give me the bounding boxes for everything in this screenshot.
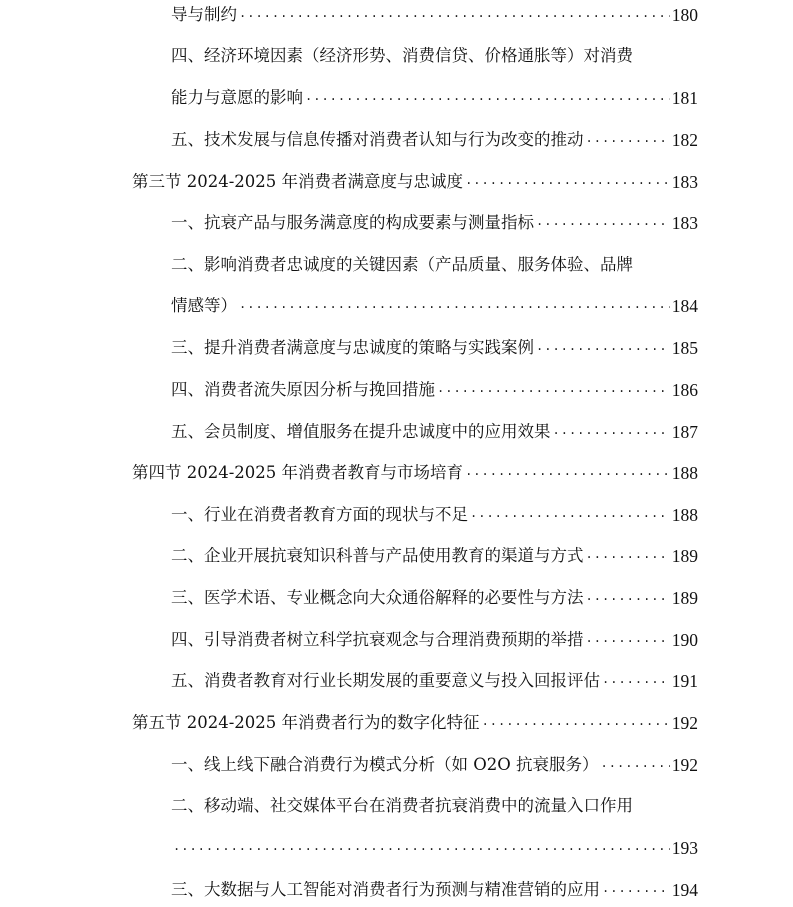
toc-entry[interactable] — [171, 129, 698, 151]
toc-leader-dots — [482, 710, 670, 732]
toc-entry-title: 四、消费者流失原因分析与挽回措施 — [171, 380, 435, 399]
toc-section-entry[interactable] — [132, 712, 698, 734]
toc-entry-page: 181 — [671, 88, 698, 108]
toc-entry-title: 五、技术发展与信息传播对消费者认知与行为改变的推动 — [171, 130, 584, 149]
toc-entry-title: 一、行业在消费者教育方面的现状与不足 — [171, 505, 468, 524]
toc-entry-title[interactable]: 二、影响消费者忠诚度的关键因素（产品质量、服务体验、品牌 — [171, 255, 633, 274]
toc-entry-page: 186 — [671, 380, 698, 400]
toc-entry-page: 183 — [671, 213, 698, 233]
toc-entry-title: 三、大数据与人工智能对消费者行为预测与精准营销的应用 — [171, 880, 600, 899]
toc-leader-dots — [586, 627, 670, 649]
toc-leader-dots — [465, 169, 670, 191]
toc-entry-title: 三、提升消费者满意度与忠诚度的策略与实践案例 — [171, 338, 534, 357]
toc-entry[interactable] — [171, 837, 698, 859]
toc-leader-dots — [536, 210, 670, 232]
toc-leader-dots — [239, 2, 670, 24]
toc-entry[interactable] — [171, 545, 698, 567]
toc-entry-page: 183 — [671, 172, 698, 192]
toc-entry[interactable] — [171, 295, 698, 317]
toc-leader-dots — [602, 668, 670, 690]
toc-leader-dots — [465, 460, 670, 482]
toc-entry[interactable] — [171, 670, 698, 692]
toc-entry[interactable] — [171, 379, 698, 401]
toc-entry-title: 一、线上线下融合消费行为模式分析（如 O2O 抗衰服务） — [171, 755, 599, 774]
toc-entry-title: 情感等） — [171, 296, 237, 315]
toc-entry-title: 四、引导消费者树立科学抗衰观念与合理消费预期的举措 — [171, 630, 584, 649]
toc-entry[interactable] — [171, 87, 698, 109]
toc-entry-page: 180 — [671, 5, 698, 25]
toc-leader-dots — [239, 293, 670, 315]
toc-entry-title: 一、抗衰产品与服务满意度的构成要素与测量指标 — [171, 213, 534, 232]
toc-entry[interactable] — [171, 879, 698, 901]
toc-entry-page: 187 — [671, 422, 698, 442]
toc-entry[interactable] — [171, 504, 698, 526]
toc-entry-title[interactable]: 二、移动端、社交媒体平台在消费者抗衰消费中的流量入口作用 — [171, 796, 633, 815]
toc-leader-dots — [602, 877, 670, 899]
toc-section-entry[interactable] — [132, 171, 698, 193]
toc-entry[interactable] — [171, 587, 698, 609]
toc-entry[interactable] — [171, 629, 698, 651]
toc-entry-page: 189 — [671, 546, 698, 566]
toc-entry-page: 193 — [671, 838, 698, 858]
toc-leader-dots — [553, 419, 670, 441]
toc-entry-page: 184 — [671, 296, 698, 316]
toc-entry-page: 182 — [671, 130, 698, 150]
toc-entry[interactable] — [171, 337, 698, 359]
toc-entry-title: 五、消费者教育对行业长期发展的重要意义与投入回报评估 — [171, 671, 600, 690]
toc-entry[interactable] — [171, 754, 698, 776]
toc-entry-title: 三、医学术语、专业概念向大众通俗解释的必要性与方法 — [171, 588, 584, 607]
toc-section-title: 第四节 2024-2025 年消费者教育与市场培育 — [132, 463, 464, 482]
toc-leader-dots — [173, 835, 670, 857]
toc-entry[interactable] — [171, 421, 698, 443]
toc-leader-dots — [601, 752, 670, 774]
toc-leader-dots — [586, 585, 670, 607]
toc-entry-title: 二、企业开展抗衰知识科普与产品使用教育的渠道与方式 — [171, 546, 584, 565]
toc-entry-page: 185 — [671, 338, 698, 358]
toc-leader-dots — [437, 377, 670, 399]
toc-entry-title: 能力与意愿的影响 — [171, 88, 303, 107]
toc-leader-dots — [470, 502, 670, 524]
toc-leader-dots — [536, 335, 670, 357]
toc-section-title: 第五节 2024-2025 年消费者行为的数字化特征 — [132, 713, 480, 732]
toc-section-title: 第三节 2024-2025 年消费者满意度与忠诚度 — [132, 172, 464, 191]
toc-entry-page: 191 — [671, 671, 698, 691]
toc-leader-dots — [305, 85, 670, 107]
toc-entry-page: 188 — [671, 463, 698, 483]
toc-entry-page: 190 — [671, 630, 698, 650]
toc-entry[interactable] — [171, 212, 698, 234]
toc-leader-dots — [586, 127, 670, 149]
toc-entry-page: 192 — [671, 713, 698, 733]
toc-entry-page: 188 — [671, 505, 698, 525]
toc-entry-title: 五、会员制度、增值服务在提升忠诚度中的应用效果 — [171, 422, 551, 441]
toc-entry-title[interactable]: 四、经济环境因素（经济形势、消费信贷、价格通胀等）对消费 — [171, 46, 633, 65]
toc-section-entry[interactable] — [132, 462, 698, 484]
toc-entry-page: 192 — [671, 755, 698, 775]
toc-leader-dots — [586, 543, 670, 565]
toc-entry-page: 194 — [671, 880, 698, 900]
toc-entry-title: 导与制约 — [171, 5, 237, 24]
toc-entry[interactable] — [171, 4, 698, 26]
toc-entry-page: 189 — [671, 588, 698, 608]
